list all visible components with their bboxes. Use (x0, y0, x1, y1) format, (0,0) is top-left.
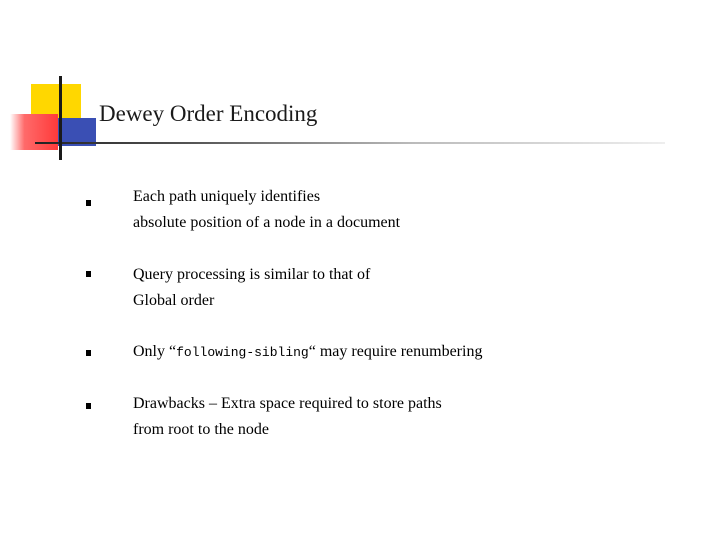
code-snippet: following-sibling (176, 345, 309, 360)
slide-title: Dewey Order Encoding (99, 101, 318, 126)
bullet-marker-icon (86, 200, 91, 206)
bullet-text (133, 339, 693, 366)
bullet-line: absolute position of a node in a document (133, 214, 401, 231)
bullet-text (133, 184, 693, 236)
bullet-marker-icon (86, 403, 91, 409)
bullet-text (133, 391, 693, 443)
bullet-line: Drawbacks – Extra space required to store paths (133, 395, 442, 412)
bullet-text-prefix: Only “ (133, 343, 177, 360)
bullet-line: Each path uniquely identifies (133, 188, 321, 205)
bullet-line: Global order (133, 292, 215, 309)
bullet-line: Query processing is similar to that of (133, 266, 371, 283)
bullet-text-suffix: “ may require renumbering (308, 343, 483, 360)
bullet-text (133, 262, 693, 314)
bullet-marker-icon (86, 271, 91, 277)
bullet-marker-icon (86, 350, 91, 356)
bullet-line: from root to the node (133, 421, 269, 438)
